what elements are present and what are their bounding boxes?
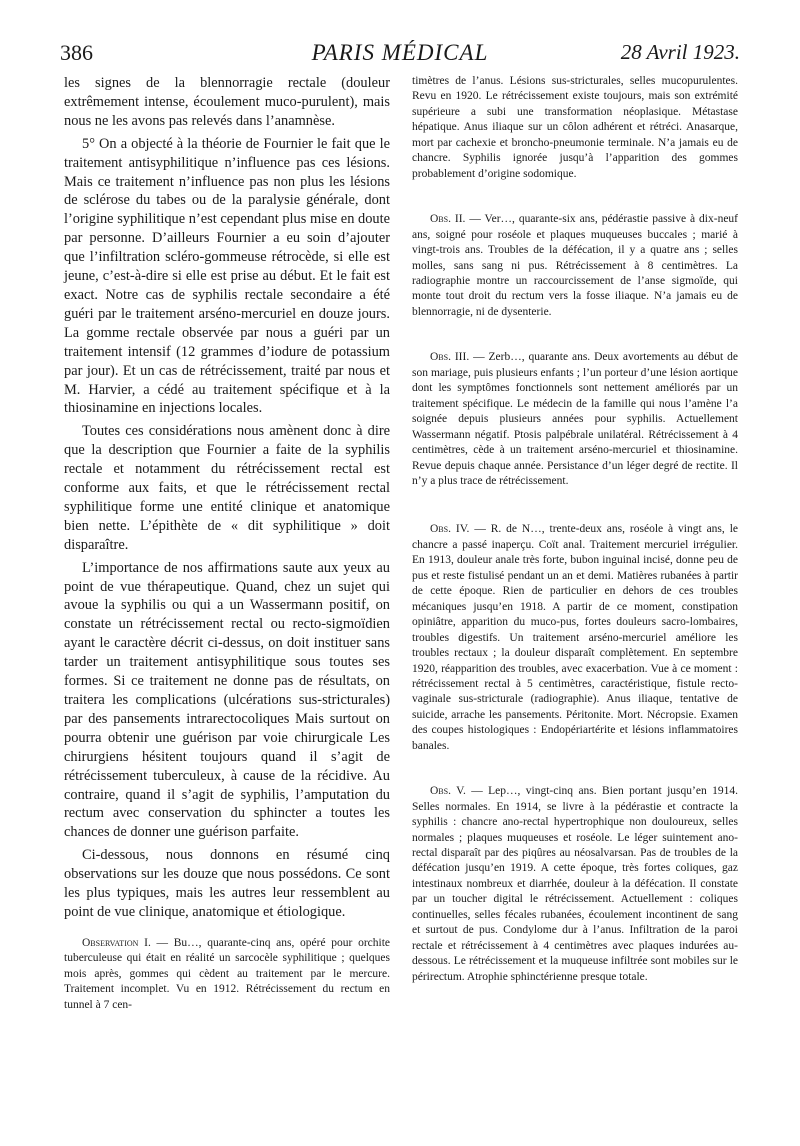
observation-5 xyxy=(412,784,738,985)
observation-1-continued: timètres de l’anus. Lésions sus-stricturales, selles mucopurulentes. Revu en 1920. Le rétrécissement existe toujours, mais son extrémité supérieure a subi une transformation néoplasique. Métastase hépatique. Anus iliaque sur un côlon adhérent et rétréci. Anasarque, mort par cachexie et broncho-pneumonie terminale. N’a jamais eu de chancre. Syphilis ignorée jusqu’à l’apparition des gommes probablement d’origine sodomique. xyxy=(412,75,738,180)
page-number: 386 xyxy=(60,40,93,65)
observation-3 xyxy=(412,350,738,489)
observation-1-text: — Bu…, quarante-cinq ans, opéré pour orchite tuberculeuse qui était en réalité un sarcocèle syphilitique ; quelques mois après, gommes qui cèdent au traitement par le mercure. Traitement incomplet. Vu en 1912. Rétrécissement du rectum en tunnel à 7 cen- xyxy=(64,936,390,1011)
observation-4-label: Obs. IV. xyxy=(430,523,470,536)
observation-4 xyxy=(412,522,738,754)
paragraph-considerations: Toutes ces considérations nous amènent donc à dire que la description que Fournier a faite de la syphilis rectale et notamment du rétrécissement rectal est conforme aux faits, et que le rétrécissement rectal syphilitique forme une entité clinique et anatomique bien nette. L’épithète de « dit syphilitique » doit disparaître. xyxy=(64,423,390,553)
observation-2 xyxy=(412,212,738,320)
observation-2-text: — Ver…, quarante-six ans, pédérastie passive à dix-neuf ans, soigné pour roséole et plaques muqueuses buccales ; marié à vingt-trois ans. Troubles de la défécation, il y a quatre ans ; selles molles, sans sang ni pus. Rétrécissement à 8 centimètres. La radiographie montre un raccourcissement de l’anse sigmoïde, qui monte tout droit du rectum vers la fosse iliaque. N’a jamais eu de blennorragie, ni de dysenterie. xyxy=(412,213,738,318)
running-header xyxy=(60,40,740,70)
paragraph-therapeutique: L’importance de nos affirmations saute aux yeux au point de vue thérapeutique. Quand, chez un sujet qui avoue la syphilis ou qui a un Wassermann positif, on constate un rétrécissement rectal ou recto-sigmoïdien ayant le caractère décrit ci-dessus, on doit instituer sans tarder un traitement antisyphilitique sous toutes ses formes. Si ce traitement ne donne pas de résultats, on traitera les complications (ulcérations sus-stricturales) par des pansements intrarectocoliques Mais surtout on pourra obtenir une guérison par voie chirurgicale Les chirurgiens hésitent toujours quand il s’agit de rétrécissement tuberculeux, à cause de la récidive. Au contraire, quand il s’agit de syphilis, l’amputation du rectum avec conservation du sphincter a toutes les chances de donner une guérison parfaite. xyxy=(64,559,390,841)
observation-4-text: — R. de N…, trente-deux ans, roséole à vingt ans, le chancre a passé inaperçu. Coït anal. Traitement mercuriel irrégulier. En 1913, douleur anale très forte, bubon inguinal incisé, donne peu de pus et reste fistulisé pendant un an et demi. Matières rubanées à partir de cette époque. Rien de particulier en dehors de ces troubles mécaniques jusqu’en 1918. A partir de ce moment, constipation opiniâtre, apparition du muco-pus, fortes douleurs sacro-lombaires, troubles digestifs. Un traitement arséno-mercuriel améliore les troubles rectaux ; la douleur disparaît complètement. En septembre 1920, réapparition des troubles, avec exacerbation. Vue à ce moment : rétrécissement rectal à 5 centimètres, caractéristique, fistule recto-vaginale sus-stricturale (radiographie). Anus iliaque, tentative de suicide, arrache les pansements. Péritonite. Mort. Nécropsie. Examen des coupes histologiques : Endopériartérite et lésions inflammatoires banales. xyxy=(412,523,738,752)
observation-1-start xyxy=(64,936,390,1013)
observation-5-label: Obs. V. xyxy=(430,785,466,798)
issue-date: 28 Avril 1923. xyxy=(620,40,740,64)
observation-3-text: — Zerb…, quarante ans. Deux avortements au début de son mariage, puis plusieurs enfants ; l’un porteur d’une lésion aortique dont les symptômes fonctionnels sont nettement améliorés par un traitement spécifique. Le médecin de la famille qui nous l’amène l’a soignée depuis plusieurs années pour syphilis. Actuellement Wassermann négatif. Ptosis palpébrale unilatéral. Rétrécissement à 4 centimètres, cède à un traitement arséno-mercuriel et thiosinamine. Revue depuis chaque année. Persistance d’un léger degré de rectite. Il n’y a plus trace de rétrécissement. xyxy=(412,351,738,487)
observation-3-label: Obs. III. xyxy=(430,351,470,364)
left-column xyxy=(64,74,390,1013)
observation-2-label: Obs. II. xyxy=(430,213,466,226)
right-column xyxy=(412,74,738,985)
paragraph-observations-intro: Ci-dessous, nous donnons en résumé cinq observations sur les douze que nous possédons. Ce sont les plus typiques, mais les autres leur ressemblent au point de vue clinique, anatomique et étiologique. xyxy=(64,847,390,920)
paragraph-objection-5: 5° On a objecté à la théorie de Fournier le fait que le traitement antisyphilitique n’influence pas ces lésions. Mais ce traitement n’influence pas non plus les lésions de sclérose du tabes ou de la paralysie générale, dont l’origine syphilitique n’est cependant plus mise en doute par personne. D’ailleurs Fournier a eu soin d’ajouter que l’infiltration scléro-gommeuse rétrocède, si elle est jeune, c’est-à-dire si elle est prise au début. Et le fait est exact. Notre cas de syphilis rectale secondaire a été guéri par le traitement arséno-mercuriel en douze jours. La gomme rectale observée par nous a guéri par un traitement intensif (12 grammes d’iodure de potassium par jour). Et un cas de rétrécissement, traité par nous et M. Harvier, a cédé au traitement spécifique et à la thiosinamine en injections locales. xyxy=(64,135,390,417)
observation-5-text: — Lep…, vingt-cinq ans. Bien portant jusqu’en 1914. Selles normales. En 1914, se livre à la pédérastie et contracte la syphilis : chancre ano-rectal hypertrophique non douloureux, selles normales ; plaques muqueuses et roséole. Le léger suintement ano-rectal disparaît par des piqûres au néosalvarsan. Pas de troubles de la défécation jusqu’en 1919. A cette époque, très fortes coliques, gaz intestinaux nombreux et diarrhée, douleur à la défécation. Il constate par un toucher digital le rétrécissement. Actuellement : coliques continuelles, selles fécales rubanées, écoulement incontinent de sang et surtout de pus. Condylome dur à l’anus. Infiltration de la paroi rectale et rétrécissement à 4 centimètres avec plaques indurées au-dessous. Le rétrécissement et la muqueuse infiltrée sont mobiles sur le périrectum. Atrophie sphinctérienne presque totale. xyxy=(412,785,738,983)
journal-title: PARIS MÉDICAL xyxy=(311,40,489,65)
paragraph-blennorragie: les signes de la blennorragie rectale (douleur extrêmement intense, écoulement muco-purulent), mais nous ne les avons pas relevés dans l’anamnèse. xyxy=(64,75,390,129)
observation-1-label: Observation I. xyxy=(82,936,151,949)
